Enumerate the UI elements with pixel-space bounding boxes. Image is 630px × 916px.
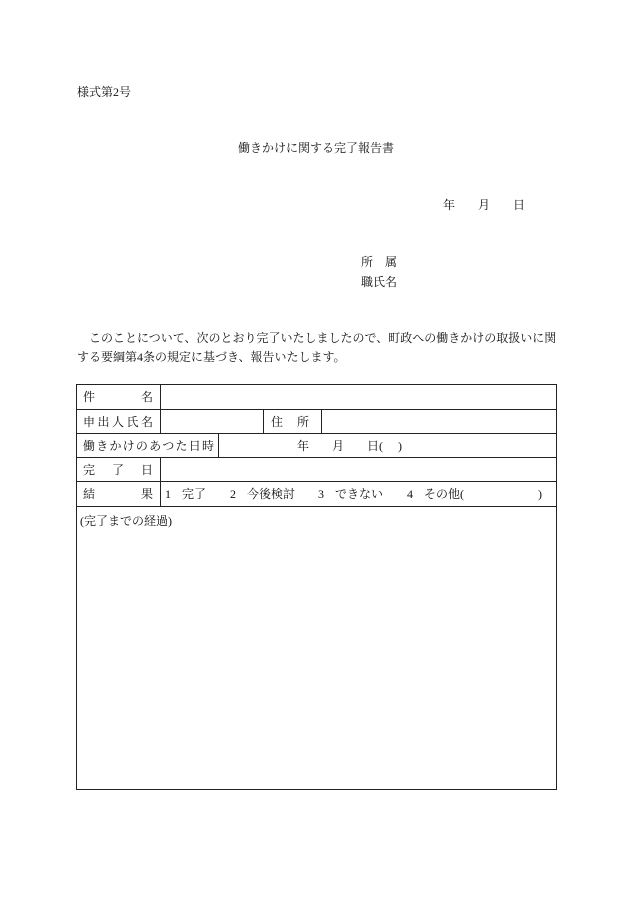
contact-datetime-value-cell bbox=[219, 434, 556, 457]
result-label bbox=[83, 488, 153, 500]
progress-cell bbox=[77, 507, 556, 789]
option-number: 3 bbox=[318, 487, 324, 501]
label-char: 氏 bbox=[126, 414, 139, 429]
body-paragraph: このことについて、次のとおり完了いたしましたので、町政への働きかけの取扱いに関する要綱第4条の規定に基づき、報告いたします。 bbox=[77, 331, 557, 364]
result-option-complete bbox=[165, 488, 206, 500]
label-char: 働 bbox=[83, 438, 96, 453]
label-char: 氏 bbox=[373, 275, 386, 289]
applicant-value-cell bbox=[161, 410, 264, 433]
label-char: 名 bbox=[385, 275, 398, 289]
applicant-label-cell bbox=[77, 410, 161, 433]
contact-datetime-label-cell bbox=[77, 434, 219, 457]
contact-day-label: 日 bbox=[367, 439, 380, 453]
label-char: あ bbox=[149, 438, 162, 453]
address-label bbox=[271, 416, 309, 428]
subject-label-cell bbox=[77, 385, 161, 409]
label-char: 住 bbox=[271, 414, 284, 429]
label-char: 日 bbox=[140, 462, 153, 477]
contact-datetime-label bbox=[83, 440, 214, 452]
result-option-other bbox=[407, 488, 464, 500]
label-char: 日 bbox=[188, 438, 201, 453]
weekday-close-paren: ) bbox=[398, 439, 402, 453]
report-table bbox=[76, 384, 557, 790]
label-char: 人 bbox=[111, 414, 124, 429]
date-day-label: 日 bbox=[513, 198, 526, 212]
option-label: その他( bbox=[424, 487, 464, 501]
subject-value-cell bbox=[161, 385, 556, 409]
position-name-label bbox=[361, 276, 397, 288]
label-char: 結 bbox=[83, 487, 96, 501]
label-char: た bbox=[175, 438, 188, 453]
date-year-label: 年 bbox=[443, 198, 456, 212]
option-label: 今後検討 bbox=[247, 487, 296, 501]
label-char: 件 bbox=[83, 390, 96, 404]
completion-date-row bbox=[77, 458, 556, 482]
result-option-further-review bbox=[230, 488, 295, 500]
label-char: 出 bbox=[97, 414, 110, 429]
contact-month-label: 月 bbox=[332, 439, 345, 453]
completion-date-label bbox=[83, 464, 153, 476]
label-char: け bbox=[122, 438, 135, 453]
subject-label bbox=[83, 391, 153, 403]
address-value-cell bbox=[322, 410, 556, 433]
result-label-cell bbox=[77, 482, 161, 506]
completion-date-value-cell bbox=[161, 458, 556, 481]
label-char: 職 bbox=[361, 275, 374, 289]
progress-row bbox=[77, 507, 556, 789]
subject-row bbox=[77, 385, 556, 410]
label-char: 果 bbox=[140, 487, 153, 501]
label-char: き bbox=[96, 438, 109, 453]
other-close-paren: ) bbox=[538, 487, 542, 501]
label-char: 属 bbox=[384, 255, 397, 269]
label-char: 申 bbox=[83, 414, 96, 429]
label-char: 時 bbox=[201, 438, 214, 453]
option-label: できない bbox=[335, 487, 384, 501]
result-option-not-possible bbox=[318, 488, 383, 500]
result-options-cell bbox=[161, 482, 556, 506]
label-char: 名 bbox=[140, 414, 153, 429]
label-char: か bbox=[109, 438, 122, 453]
document-title: 働きかけに関する完了報告書 bbox=[237, 141, 394, 155]
result-row bbox=[77, 482, 556, 507]
label-char: 名 bbox=[140, 390, 153, 404]
contact-year-label: 年 bbox=[297, 439, 310, 453]
completion-date-label-cell bbox=[77, 458, 161, 481]
option-number: 4 bbox=[407, 487, 413, 501]
contact-datetime-row bbox=[77, 434, 556, 458]
date-month-label: 月 bbox=[478, 198, 491, 212]
label-char: 完 bbox=[83, 462, 96, 477]
option-label: 完了 bbox=[182, 487, 207, 501]
applicant-row bbox=[77, 410, 556, 434]
form-number: 様式第2号 bbox=[77, 85, 132, 99]
label-char: 所 bbox=[361, 255, 374, 269]
weekday-open-paren: ( bbox=[379, 439, 383, 453]
label-char: 所 bbox=[296, 414, 309, 429]
label-char: の bbox=[135, 438, 148, 453]
label-char: 了 bbox=[111, 462, 124, 477]
affiliation-label bbox=[361, 256, 397, 268]
address-label-cell bbox=[264, 410, 322, 433]
progress-label: (完了までの経過) bbox=[80, 514, 172, 528]
option-number: 1 bbox=[165, 487, 171, 501]
label-char: つ bbox=[162, 438, 175, 453]
option-number: 2 bbox=[230, 487, 236, 501]
applicant-label bbox=[83, 416, 153, 428]
